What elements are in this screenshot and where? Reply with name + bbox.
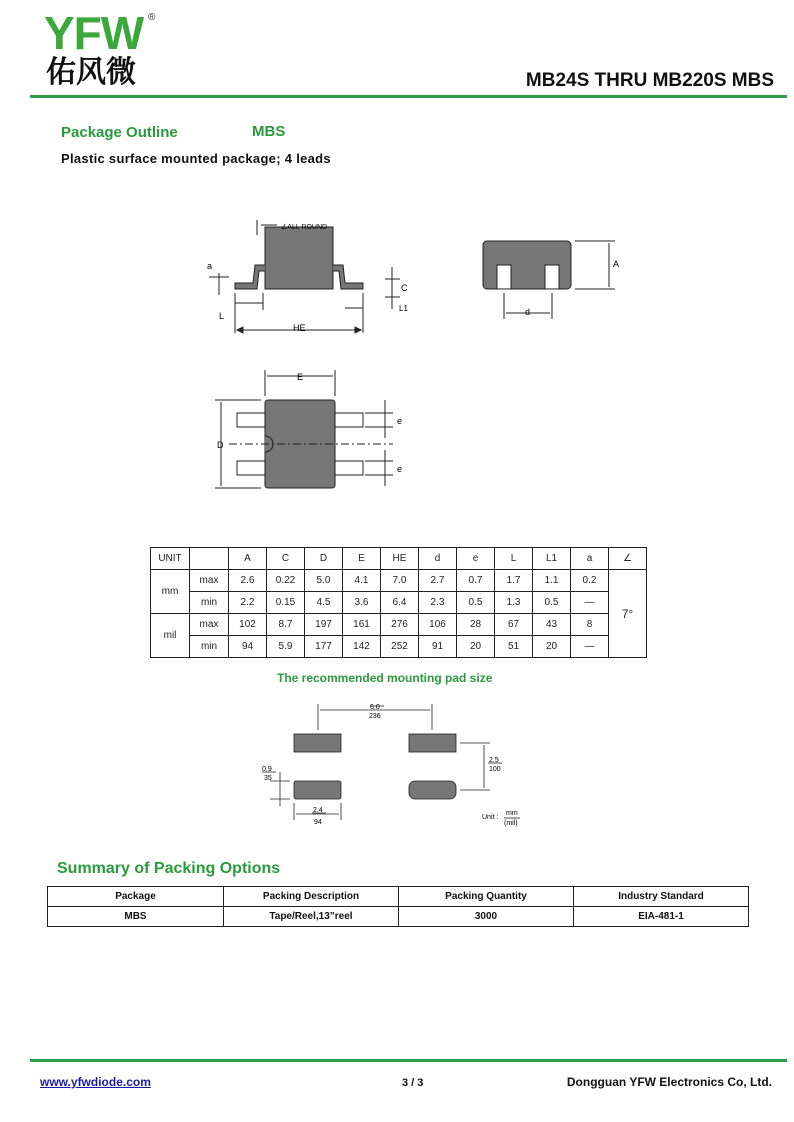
pad-top-left — [294, 734, 341, 752]
company-logo-chinese: 佑风微 — [46, 55, 136, 90]
package-subtitle: Plastic surface mounted package; 4 leads — [61, 151, 331, 166]
value-cell: 94 — [229, 636, 267, 658]
company-name: Dongguan YFW Electronics Co, Ltd. — [566, 1075, 772, 1089]
limit-cell: max — [190, 614, 229, 636]
table-header-cell: L — [495, 548, 533, 570]
table-header-cell: HE — [381, 548, 419, 570]
limit-cell: min — [190, 636, 229, 658]
top-view-drawing — [205, 368, 415, 498]
value-cell: 28 — [457, 614, 495, 636]
header-divider — [30, 95, 787, 98]
package-outline-title: Package Outline — [61, 124, 178, 141]
pad-bottom-left — [294, 781, 341, 799]
package-name: MBS — [252, 123, 286, 140]
value-cell: 43 — [533, 614, 571, 636]
value-cell: 6.4 — [381, 592, 419, 614]
pad-span-mm: 6.0 — [370, 704, 380, 711]
value-cell: 161 — [343, 614, 381, 636]
mounting-pad-title: The recommended mounting pad size — [277, 671, 493, 685]
all-round-label: ∠ALL ROUND — [281, 224, 328, 231]
value-cell: 4.5 — [305, 592, 343, 614]
value-cell: — — [571, 636, 609, 658]
packing-cell: 3000 — [399, 907, 574, 927]
front-view-drawing — [475, 235, 625, 325]
table-header-cell: a — [571, 548, 609, 570]
value-cell: 276 — [381, 614, 419, 636]
table-header-cell: C — [267, 548, 305, 570]
lead-width-label-bottom: e — [397, 464, 403, 474]
packing-options-title: Summary of Packing Options — [57, 860, 281, 877]
value-cell: 4.1 — [343, 570, 381, 592]
value-cell: 177 — [305, 636, 343, 658]
unit-mm: mm — [506, 810, 518, 817]
value-cell: 1.3 — [495, 592, 533, 614]
lead-offset-label: a — [207, 261, 213, 271]
value-cell: 20 — [457, 636, 495, 658]
limit-cell: min — [190, 592, 229, 614]
value-cell: 102 — [229, 614, 267, 636]
document-title: MB24S THRU MB220S MBS — [525, 70, 774, 91]
value-cell: 8.7 — [267, 614, 305, 636]
packing-cell: MBS — [48, 907, 224, 927]
value-cell: 142 — [343, 636, 381, 658]
angle-cell: 7° — [609, 570, 647, 658]
packing-header-cell: Packing Description — [224, 887, 399, 907]
height-label: A — [613, 259, 620, 269]
right-lead — [333, 265, 363, 289]
value-cell: 20 — [533, 636, 571, 658]
value-cell: 2.7 — [419, 570, 457, 592]
pad-gap-mil: 100 — [489, 766, 501, 773]
value-cell: 0.5 — [457, 592, 495, 614]
value-cell: 0.2 — [571, 570, 609, 592]
value-cell: 0.15 — [267, 592, 305, 614]
company-logo: YFW — [44, 7, 144, 59]
value-cell: 106 — [419, 614, 457, 636]
pad-height-mil: 35 — [264, 775, 272, 782]
value-cell: 0.22 — [267, 570, 305, 592]
value-cell: 252 — [381, 636, 419, 658]
table-header-cell: d — [419, 548, 457, 570]
unit-label: Unit : — [482, 814, 499, 821]
pad-span-mil: 236 — [369, 713, 381, 720]
value-cell: 0.7 — [457, 570, 495, 592]
table-header-cell: UNIT — [151, 548, 190, 570]
pad-gap-mm: 2.5 — [489, 757, 499, 764]
table-header-cell: ∠ — [609, 548, 647, 570]
value-cell: 1.7 — [495, 570, 533, 592]
body-length-label: D — [217, 440, 224, 450]
pad-height-mm: 0.9 — [262, 766, 272, 773]
table-header-cell: E — [343, 548, 381, 570]
packing-table-header — [48, 887, 749, 907]
value-cell: 91 — [419, 636, 457, 658]
body-side-outline — [265, 227, 333, 289]
table-row — [151, 636, 647, 658]
registered-mark: ® — [148, 12, 156, 23]
table-row — [151, 570, 647, 592]
pad-width-mm: 2.4 — [313, 807, 323, 814]
limit-cell: max — [190, 570, 229, 592]
value-cell: 2.3 — [419, 592, 457, 614]
lead-width-label-top: e — [397, 416, 403, 426]
unit-cell: mil — [151, 614, 190, 658]
dimension-table — [150, 547, 647, 658]
value-cell: 197 — [305, 614, 343, 636]
pad-bottom-right — [409, 781, 456, 799]
value-cell: 2.2 — [229, 592, 267, 614]
lead-foot-label: L1 — [399, 304, 408, 313]
value-cell: 7.0 — [381, 570, 419, 592]
value-cell: 5.0 — [305, 570, 343, 592]
table-header-cell: A — [229, 548, 267, 570]
page-number: 3 / 3 — [402, 1077, 424, 1089]
value-cell: — — [571, 592, 609, 614]
value-cell: 5.9 — [267, 636, 305, 658]
table-row — [48, 907, 749, 927]
side-view-drawing — [195, 215, 425, 345]
body-width-label: E — [297, 372, 304, 382]
lead-thickness-label: C — [401, 283, 408, 293]
value-cell: 1.1 — [533, 570, 571, 592]
value-cell: 0.5 — [533, 592, 571, 614]
footer-divider — [30, 1059, 787, 1062]
lead-length-label: L — [219, 311, 225, 321]
website-link[interactable]: www.yfwdiode.com — [40, 1075, 151, 1089]
pad-top-right — [409, 734, 456, 752]
value-cell: 51 — [495, 636, 533, 658]
unit-cell: mm — [151, 570, 190, 614]
value-cell: 3.6 — [343, 592, 381, 614]
value-cell: 67 — [495, 614, 533, 636]
packing-cell: EIA-481-1 — [574, 907, 749, 927]
table-row — [151, 614, 647, 636]
packing-table — [47, 886, 749, 927]
lead-spacing-label: d — [525, 307, 531, 317]
packing-header-cell: Industry Standard — [574, 887, 749, 907]
table-header-cell: D — [305, 548, 343, 570]
packing-header-cell: Packing Quantity — [399, 887, 574, 907]
table-row — [151, 592, 647, 614]
table-header-cell — [190, 548, 229, 570]
pad-width-mil: 94 — [314, 819, 322, 826]
value-cell: 8 — [571, 614, 609, 636]
value-cell: 2.6 — [229, 570, 267, 592]
packing-cell: Tape/Reel,13”reel — [224, 907, 399, 927]
overall-width-label: HE — [293, 323, 306, 333]
table-header-cell: L1 — [533, 548, 571, 570]
dimension-table-header — [151, 548, 647, 570]
left-lead — [235, 265, 265, 289]
packing-header-cell: Package — [48, 887, 224, 907]
unit-mil: (mil) — [504, 820, 518, 827]
table-header-cell: e — [457, 548, 495, 570]
mounting-pad-drawing — [250, 700, 540, 830]
